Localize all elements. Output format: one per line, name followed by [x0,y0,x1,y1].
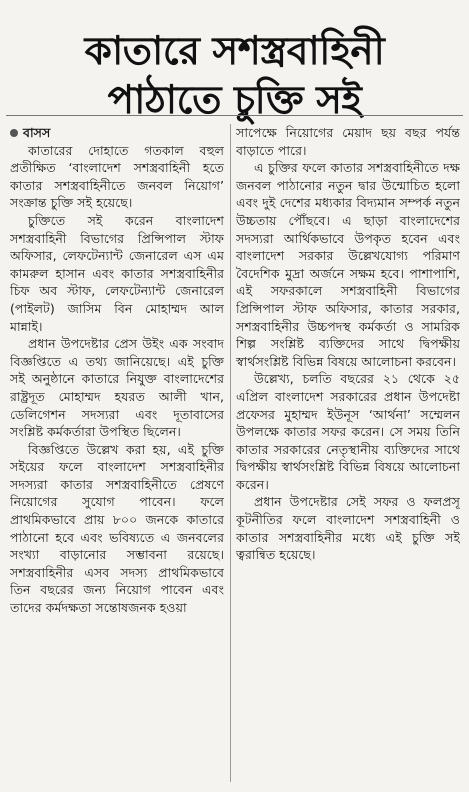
paragraph-continuation: সাপেক্ষে নিয়োগের মেয়াদ ছয় বছর পর্যন্ত বাড়াতে পারে। [236,125,460,158]
article-column-left [10,124,224,786]
paragraph: কাতারের দোহাতে গতকাল বহুল প্রতীক্ষিত ‘বাংলাদেশ সশস্ত্রবাহিনী হতে কাতার সশস্ত্রবাহিনীতে জনবল নিয়োগ’ সংক্রান্ত চুক্তি সই হয়েছে। [10,142,224,211]
byline [10,124,224,142]
article-column-right [236,124,460,786]
headline-line-2: পাঠাতে চুক্তি সই [107,78,362,124]
headline-rule [6,115,463,116]
paragraph: প্রধান উপদেষ্টার প্রেস উইং এক সংবাদ বিজ্ঞপ্তিতে এ তথ্য জানিয়েছে। এই চুক্তি সই অনুষ্ঠানে কাতারে নিযুক্ত বাংলাদেশের রাষ্ট্রদূত মোহাম্মদ হযরত আলী খান, ডেলিগেশন সদস্যরা এবং দূতাবাসের সংশ্লিষ্ট কর্মকর্তারা উপস্থিত ছিলেন। [10,336,224,440]
paragraph: এ চুক্তির ফলে কাতার সশস্ত্রবাহিনীতে দক্ষ জনবল পাঠানোর নতুন দ্বার উন্মোচিত হলো এবং দুই দেশের মধ্যকার বিদ্যমান সম্পর্ক নতুন উচ্চতায় পৌঁছবে। এ ছাড়া বাংলাদেশের সদস্যরা আর্থিকভাবে উপকৃত হবেন এবং বাংলাদেশ সরকার উল্লেখযোগ্য পরিমাণ বৈদেশিক মুদ্রা অর্জনে সক্ষম হবে। পাশাপাশি, এই সফরকালে সশস্ত্রবাহিনী বিভাগের প্রিন্সিপাল স্টাফ অফিসার, কাতার সরকার, সশস্ত্রবাহিনীর উচ্চপদস্থ কর্মকর্তা ও সামরিক শিল্প সংশ্লিষ্ট ব্যক্তিদের সাথে দ্বিপক্ষীয় স্বার্থসংশ্লিষ্ট বিভিন্ন বিষয়ে আলোচনা করবেন। [236,160,460,369]
paragraph: উল্লেখ্য, চলতি বছরের ২১ থেকে ২৫ এপ্রিল বাংলাদেশ সরকারের প্রধান উপদেষ্টা প্রফেসর মুহাম্মদ ইউনূস ‘আর্থনা’ সম্মেলন উপলক্ষে কাতার সফর করেন। সে সময় তিনি কাতার সরকারের নেতৃস্থানীয় ব্যক্তিদের সাথে দ্বিপক্ষীয় স্বার্থসংশ্লিষ্ট বিভিন্ন বিষয়ে আলোচনা করেন। [236,371,460,492]
bullet-icon [10,129,18,137]
paragraph: চুক্তিতে সই করেন বাংলাদেশ সশস্ত্রবাহিনী বিভাগের প্রিন্সিপাল স্টাফ অফিসার, লেফটেন্যান্ট জেনারেল এস এম কামরুল হাসান এবং কাতার সশস্ত্রবাহিনীর চিফ অব স্টাফ, লেফটেন্যান্ট জেনারেল (পাইলট) জাসিম বিন মোহাম্মদ আল মান্নাই। [10,212,224,334]
column-divider [230,124,231,782]
headline-line-1: কাতারে সশস্ত্রবাহিনী [84,29,385,75]
byline-source: বাসস [23,125,51,140]
headline [0,27,469,125]
paragraph: প্রধান উপদেষ্টার সেই সফর ও ফলপ্রসূ কূটনীতির ফলে বাংলাদেশ সশস্ত্রবাহিনী ও কাতার সশস্ত্রবাহিনীর মধ্যে এই চুক্তি সই ত্বরান্বিত হয়েছে। [236,494,460,563]
paragraph: বিজ্ঞপ্তিতে উল্লেখ করা হয়, এই চুক্তি সইয়ের ফলে বাংলাদেশ সশস্ত্রবাহিনীর সদস্যরা কাতার সশস্ত্রবাহিনীতে প্রেষণে নিয়োগের সুযোগ পাবেন। ফলে প্রাথমিকভাবে প্রায় ৮০০ জনকে কাতারে পাঠানো হবে এবং ভবিষ্যতে এ জনবলের সংখ্যা বাড়ানোর সম্ভাবনা রয়েছে। সশস্ত্রবাহিনীর এসব সদস্য প্রাথমিকভাবে তিন বছরের জন্য নিয়োগ পাবেন এবং তাদের কর্মদক্ষতা সন্তোষজনক হওয়া [10,441,224,616]
